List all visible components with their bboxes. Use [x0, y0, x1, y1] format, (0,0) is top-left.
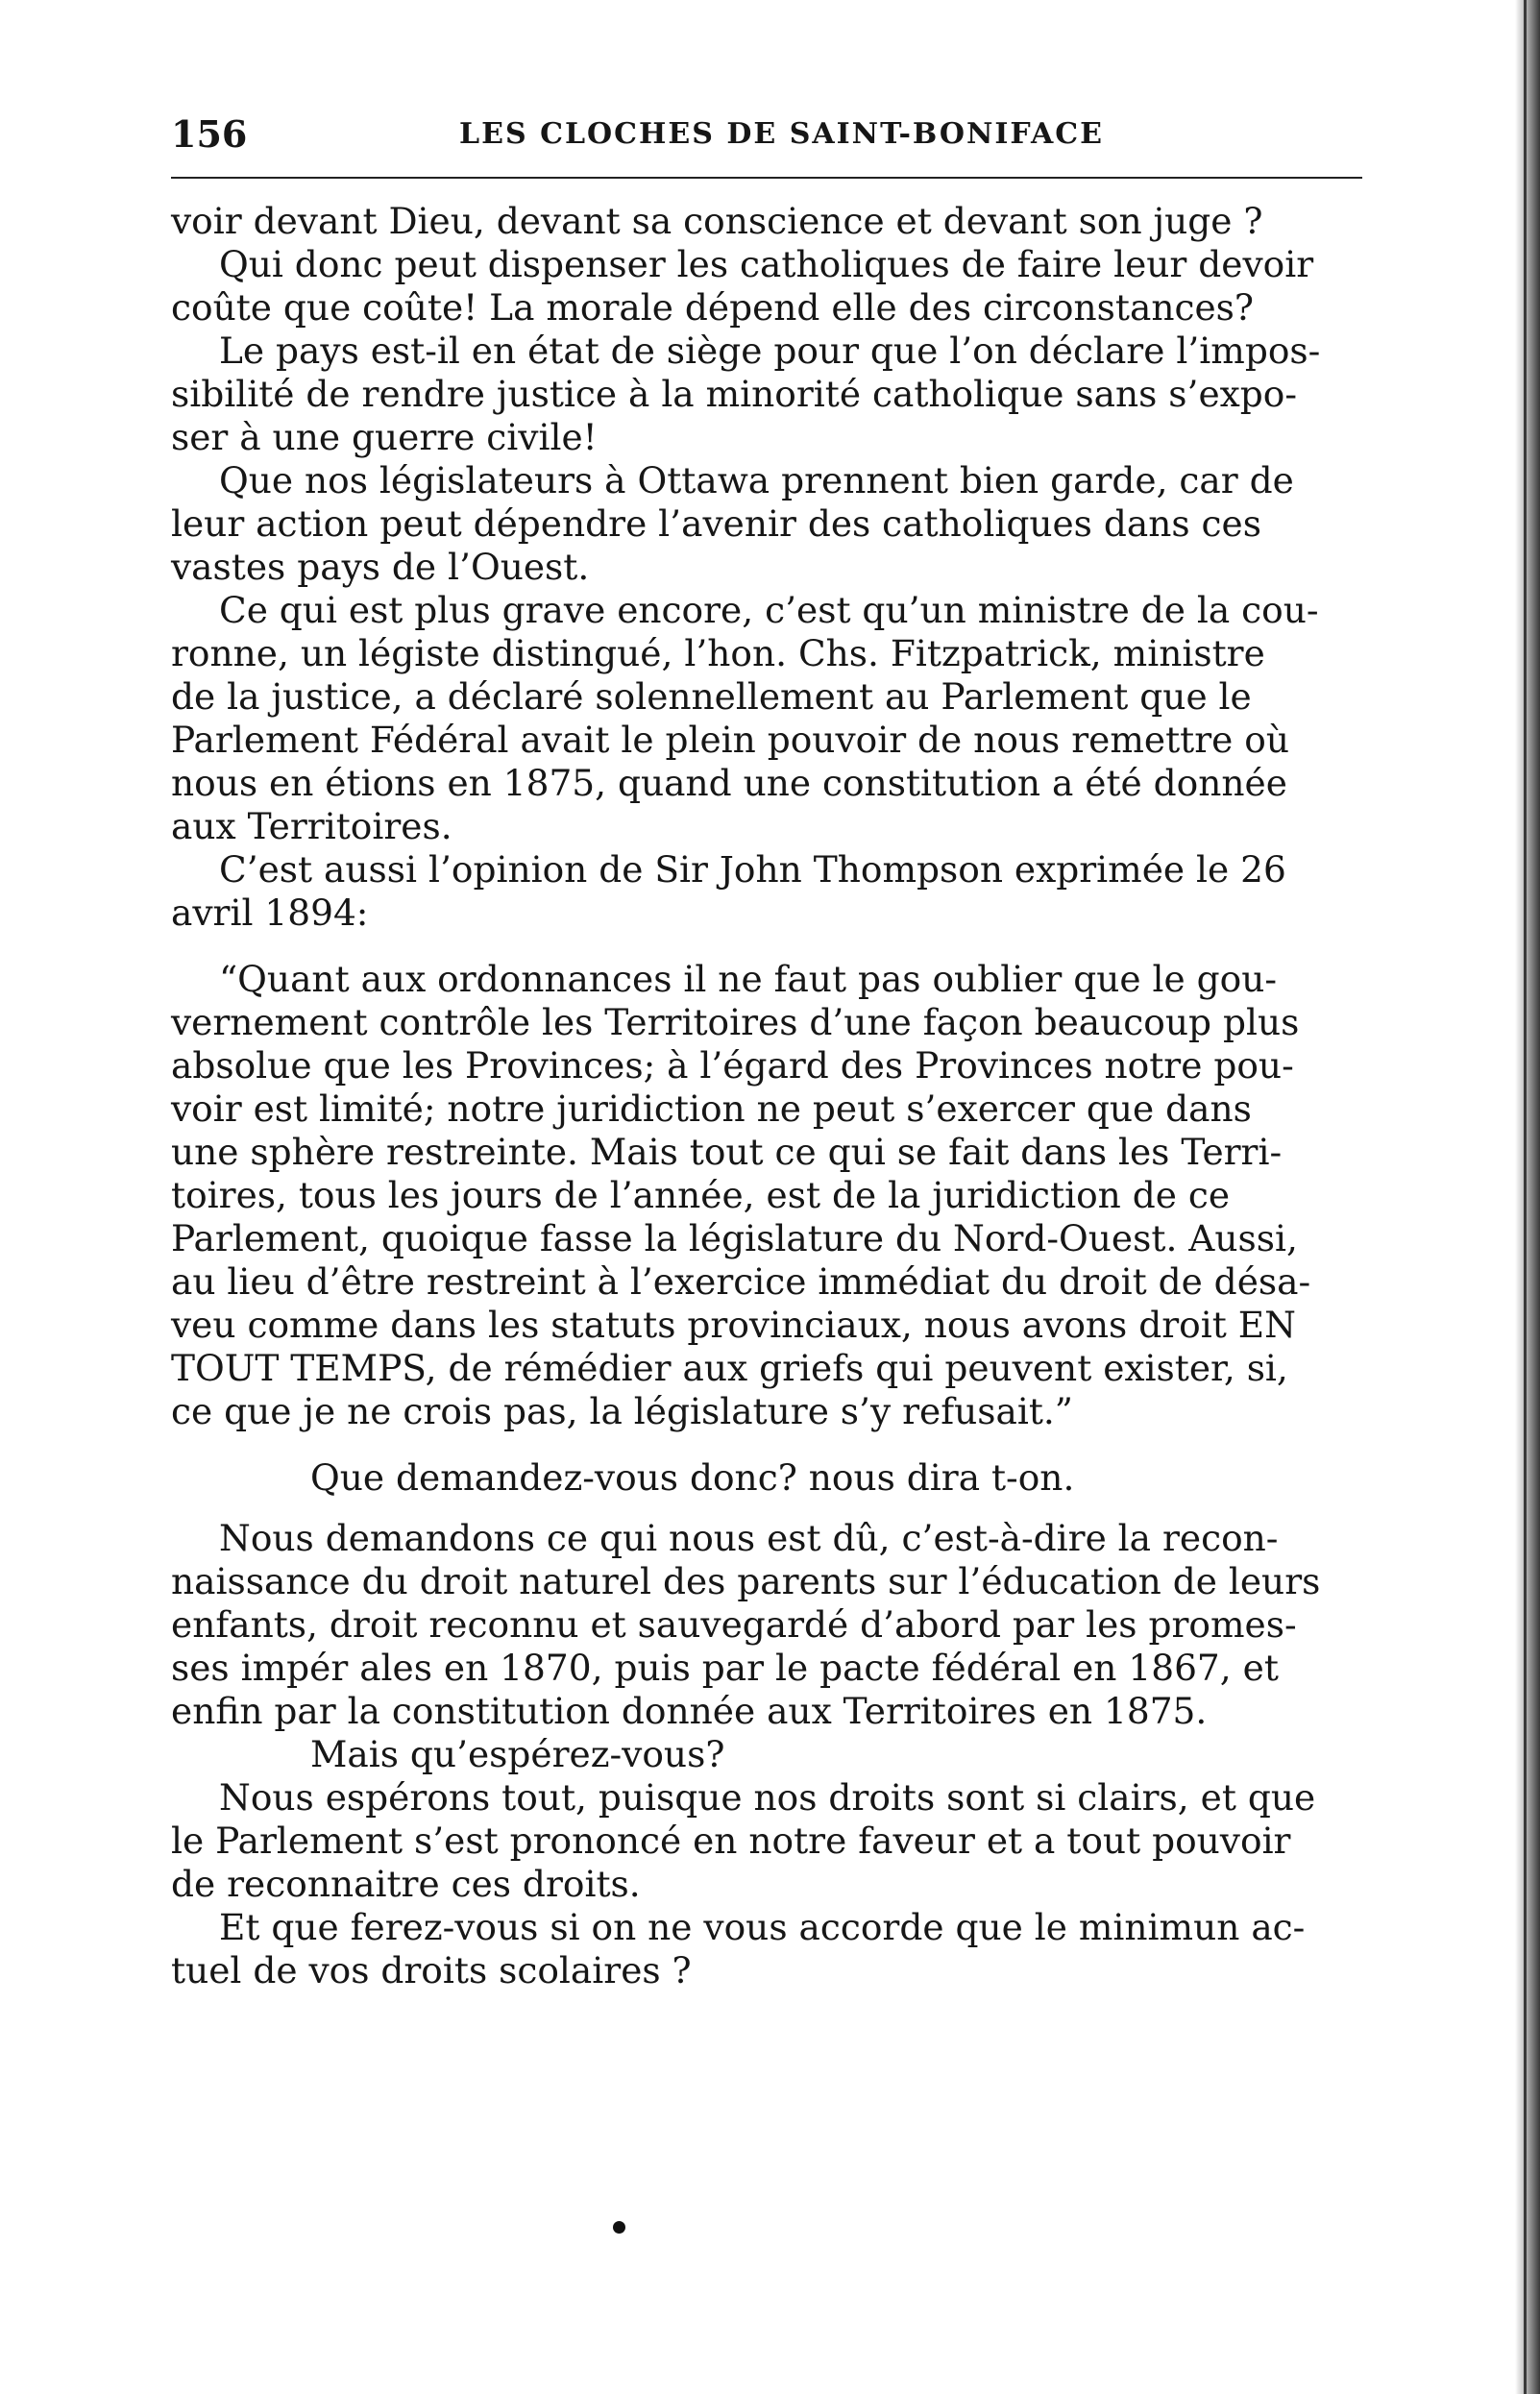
page-edge-line: [1524, 0, 1527, 2394]
text-line: Le pays est-il en état de siège pour que l’on déclare l’impos-: [219, 330, 1321, 372]
text-line: enfin par la constitution donnée aux Territoires en 1875.: [171, 1690, 1208, 1732]
text-line: le Parlement s’est prononcé en notre faveur et a tout pouvoir: [171, 1820, 1291, 1862]
page-edge-shadow: [1515, 0, 1540, 2394]
text-line: tuel de vos droits scolaires ?: [171, 1949, 692, 1991]
text-line: coûte que coûte! La morale dépend elle des circonstances?: [171, 286, 1255, 329]
text-line: ser à une guerre civile!: [171, 416, 598, 458]
text-line: voir devant Dieu, devant sa conscience et devant son juge ?: [171, 200, 1263, 242]
text-line: Et que ferez-vous si on ne vous accorde que le minimun ac-: [219, 1906, 1306, 1948]
text-line: C’est aussi l’opinion de Sir John Thompson exprimée le 26: [219, 848, 1286, 891]
text-line: nous en étions en 1875, quand une constitution a été donnée: [171, 762, 1287, 804]
text-line: ses impér ales en 1870, puis par le pacte fédéral en 1867, et: [171, 1647, 1279, 1689]
text-line: Ce qui est plus grave encore, c’est qu’un ministre de la cou-: [219, 589, 1319, 631]
quote-line: voir est limité; notre juridiction ne peut s’exercer que dans: [171, 1087, 1252, 1130]
page-header: [171, 106, 1362, 163]
header-rule: [171, 177, 1362, 179]
quote-line: absolue que les Provinces; à l’égard des Provinces notre pou-: [171, 1044, 1294, 1087]
quote-line: “Quant aux ordonnances il ne faut pas oublier que le gou-: [219, 958, 1278, 1000]
dialogue-line: Mais qu’espérez-vous?: [310, 1733, 725, 1775]
quote-line: une sphère restreinte. Mais tout ce qui se fait dans les Terri-: [171, 1131, 1283, 1173]
quote-line: veu comme dans les statuts provinciaux, nous avons droit EN: [171, 1304, 1296, 1346]
running-title: LES CLOCHES DE SAINT-BONIFACE: [459, 117, 1104, 151]
text-line: Qui donc peut dispenser les catholiques de faire leur devoir: [219, 243, 1314, 285]
text-line: Que nos législateurs à Ottawa prennent bien garde, car de: [219, 459, 1294, 501]
paragraph-spacer: [171, 1500, 1403, 1517]
text-line: enfants, droit reconnu et sauvegardé d’abord par les promes-: [171, 1603, 1297, 1646]
text-line: aux Territoires.: [171, 805, 452, 847]
text-line: naissance du droit naturel des parents sur l’éducation de leurs: [171, 1560, 1321, 1602]
text-line: sibilité de rendre justice à la minorité catholique sans s’expo-: [171, 373, 1298, 415]
quote-line: ce que je ne crois pas, la législature s’y refusait.”: [171, 1390, 1073, 1432]
body-text: [171, 200, 1403, 1992]
text-line: de reconnaitre ces droits.: [171, 1863, 641, 1905]
text-line: vastes pays de l’Ouest.: [171, 546, 590, 588]
quote-line: TOUT TEMPS, de rémédier aux griefs qui peuvent exister, si,: [171, 1347, 1288, 1389]
quote-spacer: [171, 1433, 1403, 1456]
text-line: ronne, un légiste distingué, l’hon. Chs. Fitzpatrick, ministre: [171, 632, 1265, 674]
text-line: Parlement Fédéral avait le plein pouvoir de nous remettre où: [171, 719, 1289, 761]
text-line: Nous demandons ce qui nous est dû, c’est-à-dire la recon-: [219, 1517, 1279, 1559]
dialogue-line: Que demandez-vous donc? nous dira t-on.: [310, 1456, 1075, 1499]
quote-spacer: [171, 935, 1403, 958]
quote-line: au lieu d’être restreint à l’exercice immédiat du droit de désa-: [171, 1260, 1311, 1303]
page-number: 156: [171, 112, 248, 156]
bullet-dot-icon: [613, 2221, 625, 2234]
quote-line: toires, tous les jours de l’année, est de la juridiction de ce: [171, 1174, 1231, 1216]
quote-line: Parlement, quoique fasse la législature du Nord-Ouest. Aussi,: [171, 1217, 1298, 1259]
text-line: Nous espérons tout, puisque nos droits sont si clairs, et que: [219, 1776, 1316, 1819]
text-line: leur action peut dépendre l’avenir des catholiques dans ces: [171, 502, 1261, 545]
text-line: avril 1894:: [171, 892, 369, 934]
quote-line: vernement contrôle les Territoires d’une façon beaucoup plus: [171, 1001, 1300, 1043]
text-line: de la justice, a déclaré solennellement au Parlement que le: [171, 675, 1252, 718]
